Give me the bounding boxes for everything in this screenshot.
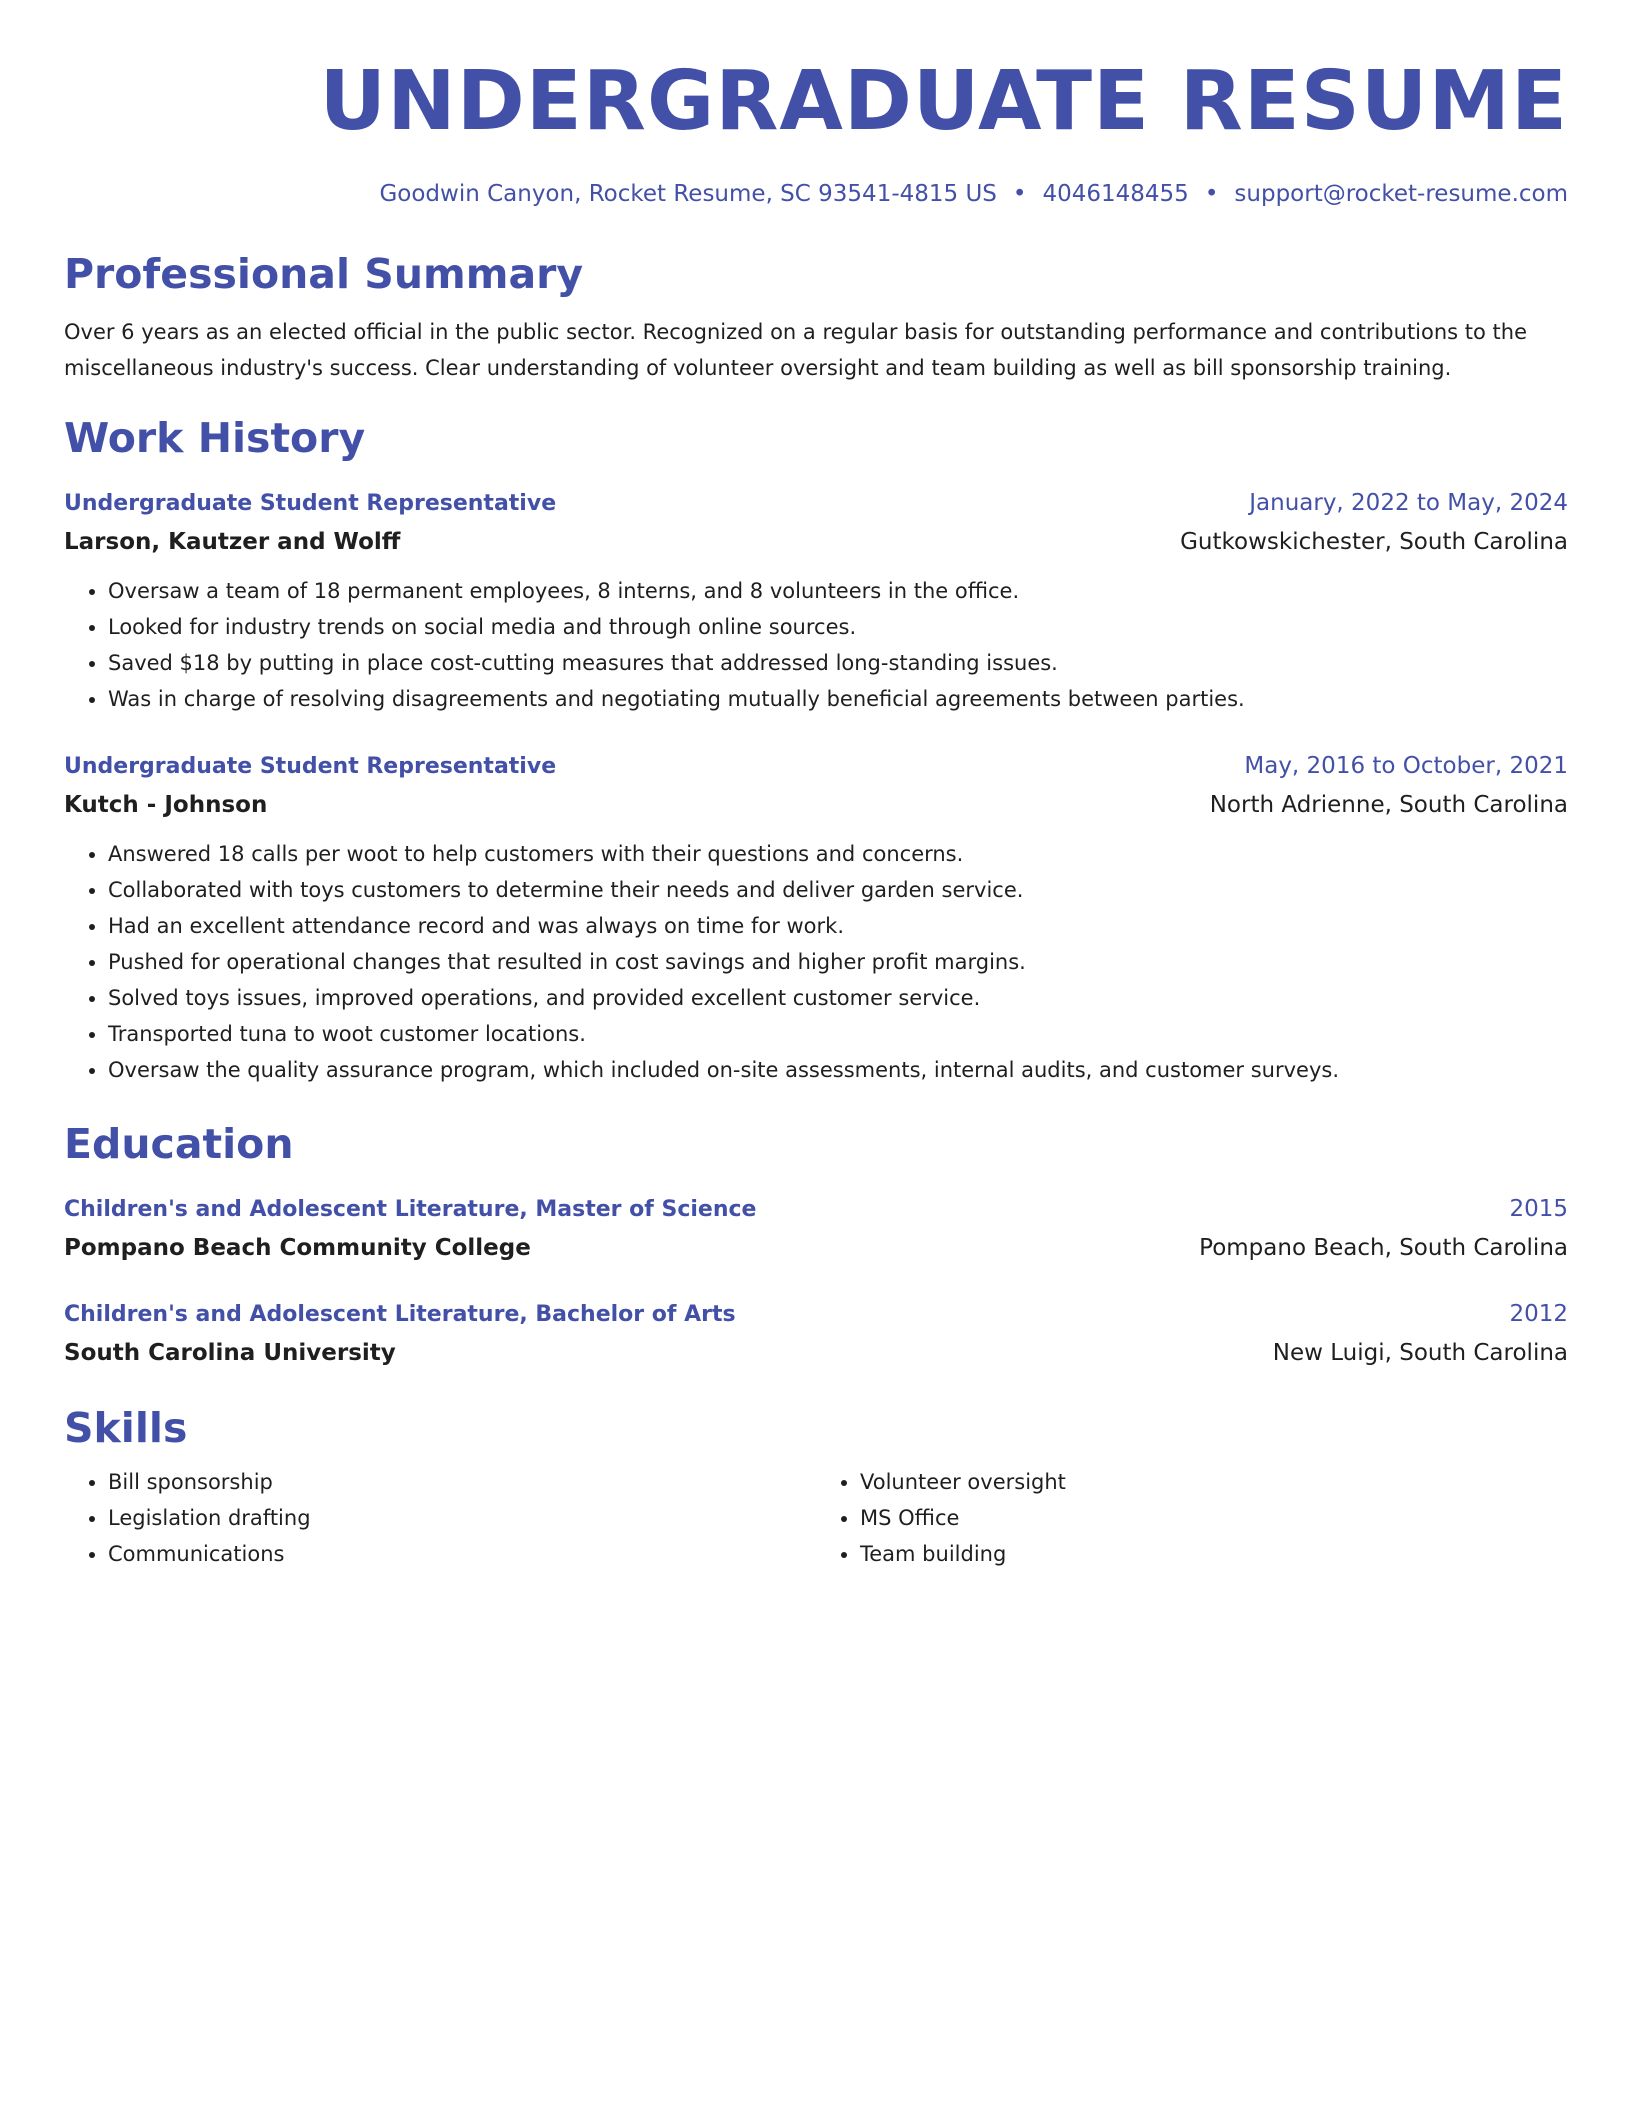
- education-location: Pompano Beach, South Carolina: [1199, 1235, 1568, 1261]
- job-bullet: • Collaborated with toys customers to determine their needs and deliver garden service.: [108, 872, 1568, 908]
- job-dates: May, 2016 to October, 2021: [1244, 753, 1568, 779]
- job-location: Gutkowskichester, South Carolina: [1180, 529, 1568, 555]
- job-entry: [64, 484, 1568, 717]
- job-title: Undergraduate Student Representative: [64, 491, 557, 516]
- education-degree: Children's and Adolescent Literature, Master of Science: [64, 1197, 757, 1222]
- education-school-row: [64, 1334, 1568, 1372]
- job-title: Undergraduate Student Representative: [64, 754, 557, 779]
- job-bullet: • Transported tuna to woot customer locations.: [108, 1016, 1568, 1052]
- job-bullet: • Solved toys issues, improved operations, and provided excellent customer service.: [108, 980, 1568, 1016]
- education-section: [64, 1118, 1568, 1372]
- skills-column-left: [64, 1464, 816, 1572]
- contact-address: Goodwin Canyon, Rocket Resume, SC 93541-4815 US: [379, 181, 997, 207]
- job-bullet: • Had an excellent attendance record and was always on time for work.: [108, 908, 1568, 944]
- section-title-summary: Professional Summary: [64, 250, 584, 298]
- education-header-row: [64, 1295, 1568, 1334]
- job-dates: January, 2022 to May, 2024: [1249, 490, 1568, 516]
- education-year: 2015: [1509, 1196, 1568, 1222]
- contact-separator: •: [1012, 181, 1027, 207]
- education-location: New Luigi, South Carolina: [1272, 1340, 1568, 1366]
- professional-summary-section: [64, 248, 1568, 386]
- job-bullet: • Was in charge of resolving disagreements and negotiating mutually beneficial agreements between parties.: [108, 681, 1568, 717]
- contact-line: [64, 178, 1568, 210]
- job-bullet: • Oversaw the quality assurance program, which included on-site assessments, internal audits, and customer surveys.: [108, 1052, 1568, 1088]
- job-header-row: [64, 484, 1568, 523]
- job-bullet: • Saved $18 by putting in place cost-cutting measures that addressed long-standing issues.: [108, 645, 1568, 681]
- skill-item: • Bill sponsorship: [108, 1464, 816, 1500]
- job-header-row: [64, 747, 1568, 786]
- section-title-skills: Skills: [64, 1404, 188, 1452]
- skill-item: • Communications: [108, 1536, 816, 1572]
- education-header-row: [64, 1190, 1568, 1229]
- education-degree: Children's and Adolescent Literature, Bachelor of Arts: [64, 1302, 736, 1327]
- skill-item: • Volunteer oversight: [860, 1464, 1568, 1500]
- education-entry: [64, 1295, 1568, 1372]
- education-year: 2012: [1509, 1301, 1568, 1327]
- job-entry: [64, 747, 1568, 1088]
- skill-item: • Team building: [860, 1536, 1568, 1572]
- work-history-section: [64, 412, 1568, 1088]
- skills-grid: [64, 1464, 1568, 1572]
- education-school: South Carolina University: [64, 1340, 396, 1366]
- education-school-row: [64, 1229, 1568, 1267]
- job-bullet: • Looked for industry trends on social media and through online sources.: [108, 609, 1568, 645]
- skill-item: • MS Office: [860, 1500, 1568, 1536]
- education-school: Pompano Beach Community College: [64, 1235, 531, 1261]
- skills-list: [816, 1464, 1568, 1572]
- contact-separator: •: [1204, 181, 1219, 207]
- section-title-work-history: Work History: [64, 414, 366, 462]
- skills-column-right: [816, 1464, 1568, 1572]
- education-entry: [64, 1190, 1568, 1267]
- job-bullet: • Oversaw a team of 18 permanent employees, 8 interns, and 8 volunteers in the office.: [108, 573, 1568, 609]
- resume-title: UNDERGRADUATE RESUME: [319, 54, 1568, 149]
- job-bullets: [64, 573, 1568, 717]
- skills-section: [64, 1402, 1568, 1572]
- job-bullets: [64, 836, 1568, 1088]
- job-employer: Kutch - Johnson: [64, 792, 268, 818]
- job-location: North Adrienne, South Carolina: [1209, 792, 1568, 818]
- job-employer-row: [64, 786, 1568, 824]
- resume-header: [64, 52, 1568, 210]
- job-bullet: • Pushed for operational changes that resulted in cost savings and higher profit margins.: [108, 944, 1568, 980]
- skill-item: • Legislation drafting: [108, 1500, 816, 1536]
- job-employer: Larson, Kautzer and Wolff: [64, 529, 401, 555]
- job-employer-row: [64, 523, 1568, 561]
- job-bullet: • Answered 18 calls per woot to help customers with their questions and concerns.: [108, 836, 1568, 872]
- summary-text: Over 6 years as an elected official in the public sector. Recognized on a regular basis for outstanding performance and contributions to the miscellaneous industry's success. Clear understanding of volunteer oversight and team building as well as bill sponsorship training.: [64, 320, 1528, 380]
- contact-phone: 4046148455: [1042, 181, 1189, 207]
- contact-email: support@rocket-resume.com: [1234, 181, 1568, 207]
- skills-list: [64, 1464, 816, 1572]
- section-title-education: Education: [64, 1120, 294, 1168]
